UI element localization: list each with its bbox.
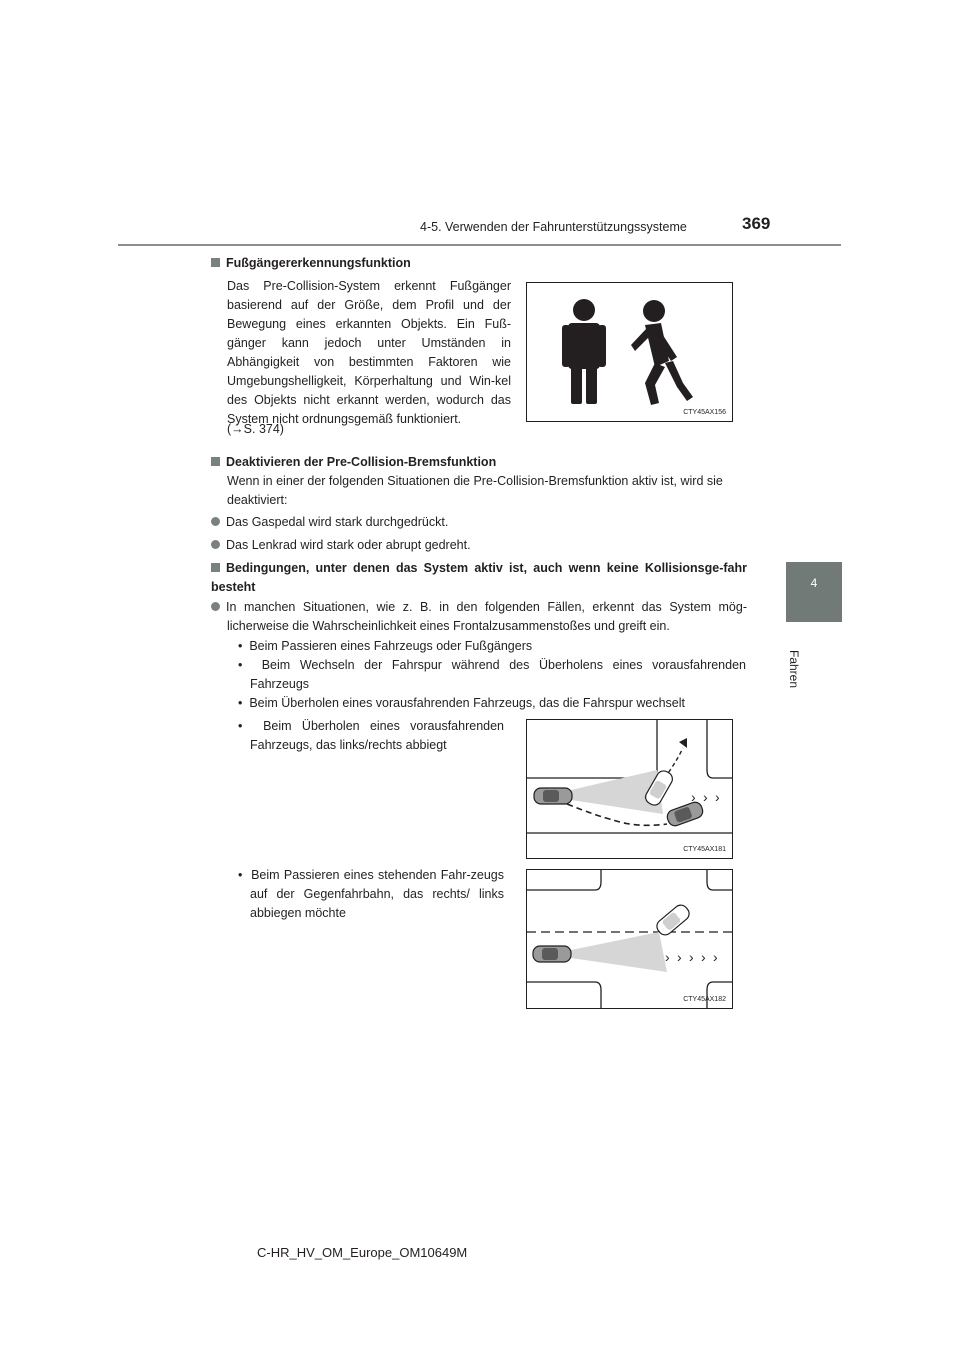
deactivate-bullet-2: Das Lenkrad wird stark oder abrupt gedreht. xyxy=(211,536,471,555)
square-bullet-icon xyxy=(211,457,220,466)
header-divider xyxy=(118,244,841,246)
passing-car-icon xyxy=(665,800,704,827)
overtake-turning-figure xyxy=(526,719,733,859)
svg-text:›: › xyxy=(701,949,706,965)
condition-item-2: • Beim Wechseln der Fahrspur während des Überholens eines vorausfahrenden Fahrzeugs xyxy=(238,658,746,691)
conditions-bullet: In manchen Situationen, wie z. B. in den folgenden Fällen, erkennt das System mög-licherweise die Wahrscheinlichkeit eines Frontalzusammenstoßes und greift ein. xyxy=(211,598,747,636)
walking-person-icon xyxy=(631,300,693,405)
svg-text:›: › xyxy=(703,789,708,805)
svg-text:›: › xyxy=(677,949,682,965)
pedestrian-figure xyxy=(526,282,733,422)
standing-person-icon xyxy=(562,299,606,404)
oncoming-turning-illustration xyxy=(527,870,732,1008)
condition-item-3: • Beim Überholen eines vorausfahrenden Fahrzeugs, das die Fahrspur wechselt xyxy=(238,696,685,710)
condition-item-1: • Beim Passieren eines Fahrzeugs oder Fußgängers xyxy=(238,639,533,653)
round-bullet-icon xyxy=(211,602,220,611)
conditions-heading: Bedingungen, unter denen das System aktiv ist, auch wenn keine Kollisionsge-fahr besteht xyxy=(211,561,747,594)
chapter-tab-number: 4 xyxy=(810,576,818,590)
own-car-icon xyxy=(533,946,571,962)
round-bullet-icon xyxy=(211,517,220,526)
page-number: 369 xyxy=(742,214,771,233)
chapter-tab-label: Fahren xyxy=(787,650,801,689)
header-section-title: 4-5. Verwenden der Fahrunterstützungssysteme xyxy=(420,220,687,234)
pedestrian-text: Das Pre-Collision-System erkennt Fußgänger basierend auf der Größe, dem Profil und der Bewegung eines erkannten Objekts. Ein Fuß-gänger kann jedoch unter Umständen in Abhängigkeit von bestimmten Faktoren wie Umgebungshelligkeit, Körperhaltung und Win-kel des Objekts nicht erkannt werden, wodurch das System nicht ordnungsgemäß funktioniert. xyxy=(227,279,511,426)
pedestrian-icons xyxy=(527,283,732,421)
deactivate-bullet-1: Das Gaspedal wird stark durchgedrückt. xyxy=(211,513,448,532)
overtake-turning-illustration xyxy=(527,720,732,858)
svg-text:›: › xyxy=(713,949,718,965)
deactivate-heading: Deaktivieren der Pre-Collision-Bremsfunktion xyxy=(211,452,496,472)
figure-code: CTY45AX181 xyxy=(683,846,726,853)
svg-text:›: › xyxy=(665,949,670,965)
figure-code: CTY45AX156 xyxy=(683,409,726,416)
sensor-beam xyxy=(571,932,667,972)
pedestrian-reference-link[interactable]: (→S. 374) xyxy=(227,422,284,436)
chapter-tab xyxy=(786,562,842,622)
deactivate-intro: Wenn in einer der folgenden Situationen die Pre-Collision-Bremsfunktion aktiv ist, wird sie deaktiviert: xyxy=(227,474,723,507)
condition-item-4: • Beim Überholen eines vorausfahrenden Fahrzeugs, das links/rechts abbiegt xyxy=(238,719,505,752)
own-car-icon xyxy=(534,788,572,804)
oncoming-turning-figure xyxy=(526,869,733,1009)
document-footer-code: C-HR_HV_OM_Europe_OM10649M xyxy=(257,1245,468,1260)
svg-text:›: › xyxy=(689,949,694,965)
square-bullet-icon xyxy=(211,563,220,572)
figure-code: CTY45AX182 xyxy=(683,996,726,1003)
condition-item-5: • Beim Passieren eines stehenden Fahr-zeugs auf der Gegenfahrbahn, das rechts/ links abbiegen möchte xyxy=(238,868,504,920)
round-bullet-icon xyxy=(211,540,220,549)
svg-text:›: › xyxy=(715,789,720,805)
square-bullet-icon xyxy=(211,258,220,267)
svg-text:›: › xyxy=(691,789,696,805)
pedestrian-heading: Fußgängererkennungsfunktion xyxy=(211,253,411,273)
